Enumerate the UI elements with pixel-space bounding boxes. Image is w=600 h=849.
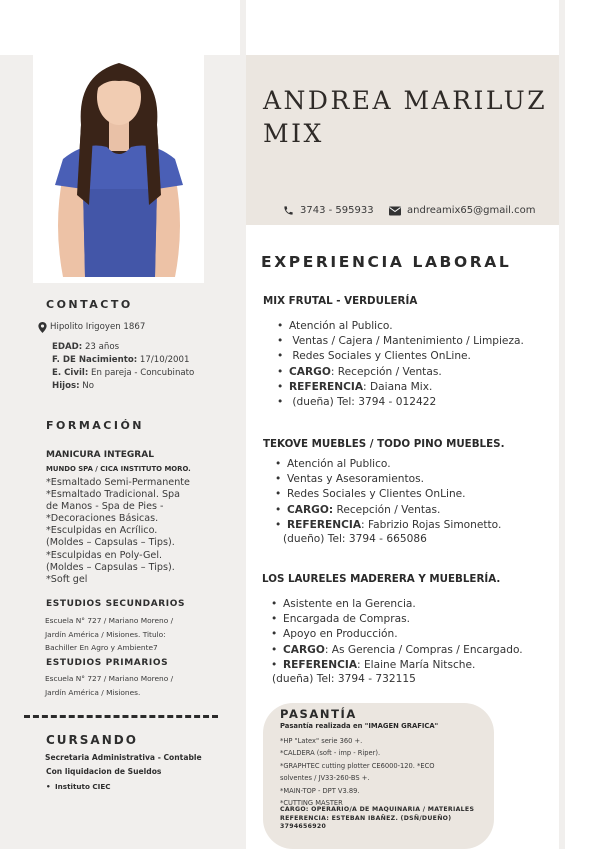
email-info xyxy=(389,205,535,216)
list-item: • REFERENCIA: Daiana Mix. xyxy=(277,380,524,395)
manicura-title: MANICURA INTEGRAL xyxy=(46,450,154,460)
job-duties-tekove xyxy=(275,457,501,533)
detail-birthdate: F. DE Nacimiento: 17/10/2001 xyxy=(52,355,190,365)
current-studies-heading: CURSANDO xyxy=(46,733,138,747)
job-title-los-laureles: LOS LAURELES MADERERA Y MUEBLERÍA. xyxy=(262,573,501,585)
current-studies-course: Secretaria Administrativa - Contable xyxy=(45,753,202,762)
phone-info xyxy=(283,205,374,216)
list-item: • Asistente en la Gerencia. xyxy=(271,597,523,612)
email-address[interactable]: andreamix65@gmail.com xyxy=(407,205,536,216)
right-strip-bg xyxy=(565,55,600,849)
current-studies-course-sub: Con liquidacion de Sueldos xyxy=(46,767,162,776)
list-item: • Atención al Publico. xyxy=(277,319,524,334)
full-name: ANDREA MARILUZ MIX xyxy=(263,86,548,148)
profile-photo xyxy=(33,55,204,283)
list-item: • Apoyo en Producción. xyxy=(271,627,523,642)
personal-details xyxy=(52,341,194,393)
detail-civil-status: E. Civil: En pareja - Concubinato xyxy=(52,368,195,378)
list-item: • Ventas / Cajera / Mantenimiento / Limpieza. xyxy=(277,334,524,349)
column-divider xyxy=(559,0,565,849)
list-item: • CARGO: As Gerencia / Compras / Encargado. xyxy=(271,643,523,658)
list-item: • Atención al Publico. xyxy=(275,457,501,472)
job-reference-phone-tekove: (dueño) Tel: 3794 - 665086 xyxy=(283,533,427,545)
secondary-studies-details: Escuela N° 727 / Mariano Moreno / Jardín América / Misiones. Titulo: Bachiller En Agro y Ambiente7 xyxy=(45,616,174,652)
list-item: • (dueña) Tel: 3794 - 012422 xyxy=(277,395,524,410)
section-divider xyxy=(24,715,218,718)
secondary-studies-title: ESTUDIOS SECUNDARIOS xyxy=(46,599,186,609)
experience-heading: EXPERIENCIA LABORAL xyxy=(261,253,512,271)
list-item: • CARGO: Recepción / Ventas. xyxy=(275,503,501,518)
job-reference-phone-los-laureles: (dueña) Tel: 3794 - 732115 xyxy=(272,673,416,685)
primary-studies-title: ESTUDIOS PRIMARIOS xyxy=(46,658,169,668)
list-item: • Ventas y Asesoramientos. xyxy=(275,472,501,487)
job-duties-los-laureles xyxy=(271,597,523,673)
list-item: • CARGO: Recepción / Ventas. xyxy=(277,365,524,380)
phone-number[interactable]: 3743 - 595933 xyxy=(300,205,374,216)
list-item: • Redes Sociales y Clientes OnLine. xyxy=(277,349,524,364)
job-title-mix-frutal: MIX FRUTAL - VERDULERÍA xyxy=(263,295,418,307)
job-duties-mix-frutal xyxy=(277,319,524,410)
internship-cargo: CARGO: OPERARIO/A DE MAQUINARIA / MATERIALES REFERENCIA: ESTEBAN IBAÑEZ. (DSÑ/DUEÑO) 3794656920 xyxy=(280,806,475,831)
address xyxy=(38,321,145,334)
internship-heading: PASANTÍA xyxy=(280,707,357,721)
internship-details: *HP "Latex" serie 360 +. *CALDERA (soft - imp - Riper). *GRAPHTEC cutting plotter CE6000-120. *ECO solventes / JV33-260-BS +. *MAIN-TOP - DPT V3.89. *CUTTING MASTER xyxy=(280,737,435,808)
primary-studies-details: Escuela N° 727 / Mariano Moreno / Jardín América / Misiones. xyxy=(45,674,174,697)
current-studies-institute: • Instituto CIEC xyxy=(46,782,111,791)
manicura-details: *Esmaltado Semi-Permanente *Esmaltado Tradicional. Spa de Manos - Spa de Pies - *Decoraciones Básicas. *Esculpidas en Acrílico. (Moldes – Capsulas – Tips). *Esculpidas en Poly-Gel. (Moldes – Capsulas – Tips). *Soft gel xyxy=(46,477,190,585)
job-title-tekove: TEKOVE MUEBLES / TODO PINO MUEBLES. xyxy=(263,438,505,450)
phone-icon xyxy=(283,205,294,216)
list-item: • REFERENCIA: Fabrizio Rojas Simonetto. xyxy=(275,518,501,533)
contact-heading: CONTACTO xyxy=(46,298,133,311)
manicura-school: MUNDO SPA / CICA INSTITUTO MORO. xyxy=(46,465,191,473)
address-text: Hipolito Irigoyen 1867 xyxy=(50,322,146,332)
detail-children: Hijos: No xyxy=(52,381,94,391)
education-heading: FORMACIÓN xyxy=(46,419,145,432)
list-item: • Encargada de Compras. xyxy=(271,612,523,627)
person-portrait-icon xyxy=(33,55,204,283)
detail-age: EDAD: 23 años xyxy=(52,342,120,352)
internship-subtitle: Pasantía realizada en "IMAGEN GRAFICA" xyxy=(280,722,439,730)
mail-icon xyxy=(389,206,401,216)
list-item: • REFERENCIA: Elaine María Nitsche. xyxy=(271,658,523,673)
location-pin-icon xyxy=(38,322,47,333)
list-item: • Redes Sociales y Clientes OnLine. xyxy=(275,487,501,502)
